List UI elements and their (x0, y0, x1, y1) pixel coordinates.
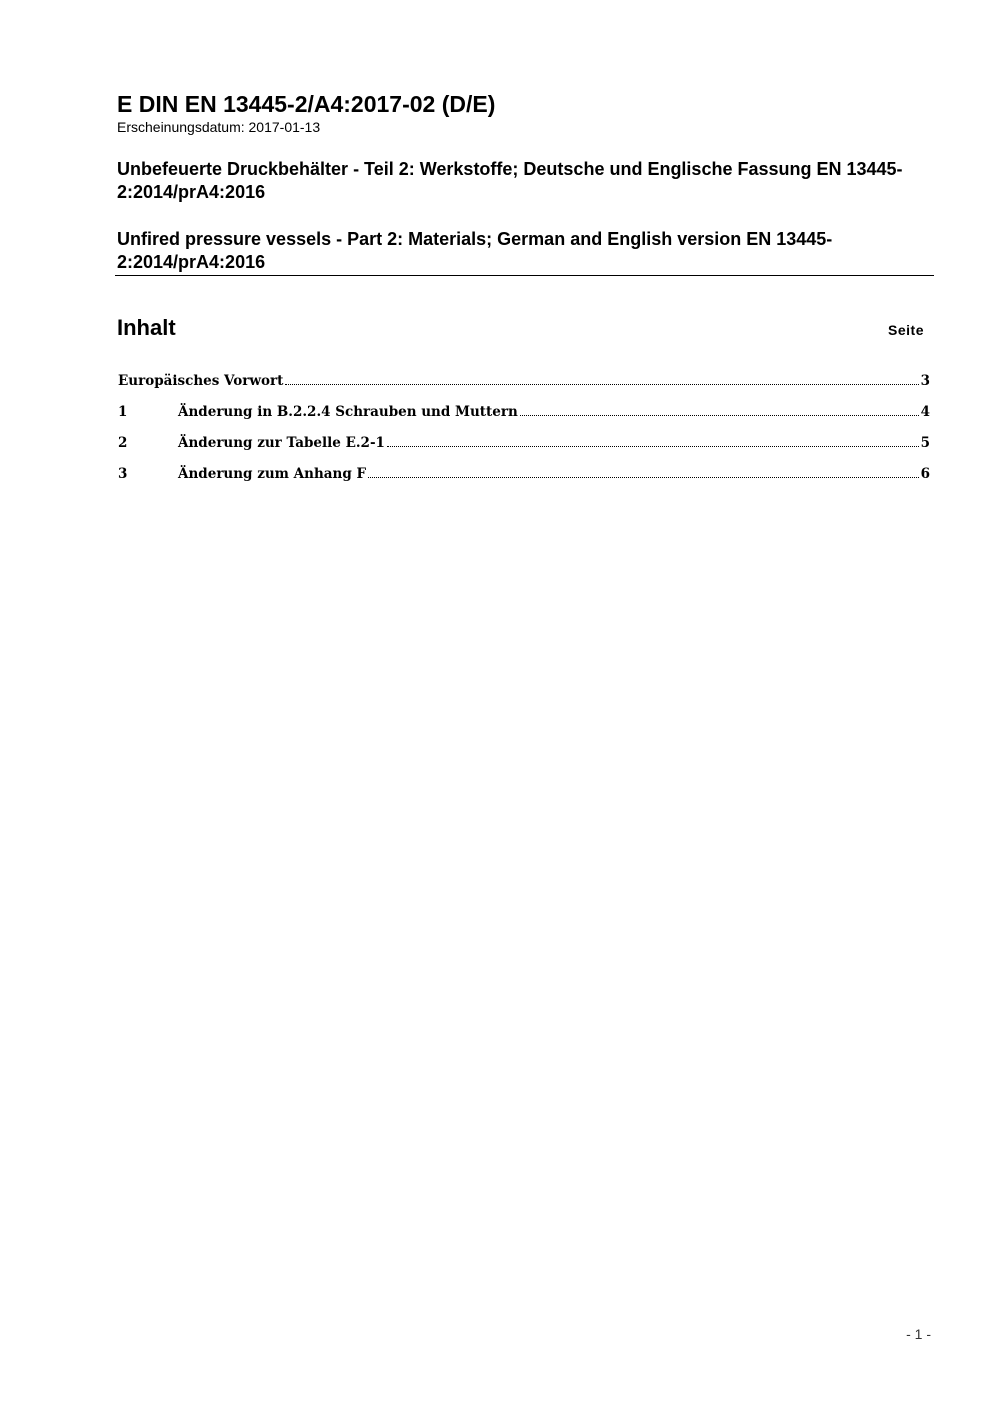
toc-entry-1[interactable] (118, 401, 930, 432)
header-divider (115, 275, 934, 276)
table-of-contents (118, 370, 930, 494)
toc-dot-leader (285, 383, 918, 385)
toc-page-label: Seite (888, 322, 924, 338)
title-english: Unfired pressure vessels - Part 2: Materials; German and English version EN 13445-2:2014/prA4:2016 (117, 229, 833, 272)
title-german: Unbefeuerte Druckbehälter - Teil 2: Werkstoffe; Deutsche und Englische Fassung EN 13445-2:2014/prA4:2016 (117, 159, 903, 202)
toc-entry-number: 1 (118, 404, 128, 420)
toc-heading: Inhalt (117, 315, 176, 340)
toc-entry-3[interactable] (118, 463, 930, 494)
toc-entry-title[interactable]: Europäisches Vorwort (118, 373, 284, 389)
toc-entry-foreword[interactable] (118, 370, 930, 401)
publication-date: Erscheinungsdatum: 2017-01-13 (117, 119, 321, 135)
toc-entry-page[interactable]: 3 (920, 373, 930, 389)
toc-dot-leader (387, 445, 919, 447)
page-number: - 1 - (906, 1326, 931, 1342)
document-id: E DIN EN 13445-2/A4:2017-02 (D/E) (117, 91, 496, 117)
toc-dot-leader (520, 414, 919, 416)
toc-entry-page[interactable]: 6 (920, 466, 930, 482)
toc-entry-2[interactable] (118, 432, 930, 463)
toc-entry-title[interactable]: Änderung zum Anhang F (178, 466, 367, 482)
toc-dot-leader (368, 476, 919, 478)
toc-entry-number: 2 (118, 435, 128, 451)
document-header (117, 90, 934, 136)
toc-entry-page[interactable]: 5 (920, 435, 930, 451)
toc-entry-number: 3 (118, 466, 128, 482)
toc-entry-page[interactable]: 4 (920, 404, 930, 420)
toc-entry-title[interactable]: Änderung zur Tabelle E.2-1 (178, 435, 385, 451)
toc-entry-title[interactable]: Änderung in B.2.2.4 Schrauben und Muttern (178, 404, 518, 420)
